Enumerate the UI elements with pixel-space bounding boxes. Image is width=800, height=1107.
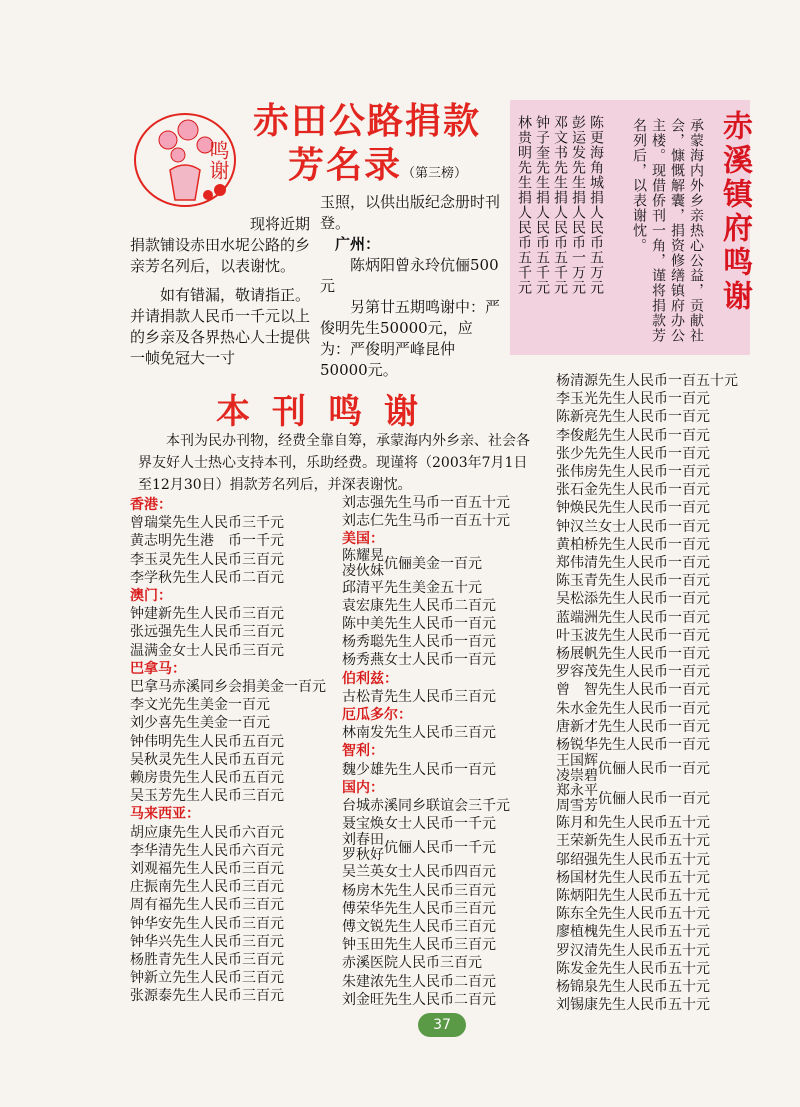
donor-row: 曾瑞棠先生人民币三千元: [130, 515, 284, 532]
region-heading: 香港：: [130, 497, 172, 513]
donor-row: 赖房贵先生人民币五百元: [130, 770, 284, 787]
couple-amount: 伉俪美金一百元: [384, 555, 482, 572]
benkan-intro: 本刊为民办刊物，经费全靠自筹，承蒙海内外乡亲、社会各界友好人士热心支持本刊，乐助经费。现谨将（2003年7月1日至12月30日）捐款芳名列后，并深表谢忱。: [138, 433, 530, 493]
region-heading: 马来西亚：: [130, 806, 200, 823]
donor-row: 曾 智先生人民币一百元: [556, 682, 710, 699]
donor-row: 陈新亮先生人民币一百元: [556, 409, 710, 426]
donor-row: 吴松添先生人民币一百元: [556, 591, 710, 608]
chitian-col1: [130, 214, 310, 369]
couple-name-2: 罗秋好: [342, 847, 384, 864]
donor-row: 陈东全先生人民币五十元: [556, 906, 710, 923]
donor-row: 杨胜青先生人民币三百元: [130, 952, 284, 969]
donor-row: 张伟房先生人民币一百元: [556, 464, 710, 481]
donor-row: 巴拿马赤溪同乡会捐美金一百元: [130, 679, 326, 696]
page-number: 37: [418, 1013, 466, 1037]
couple-name-1: 刘春田: [342, 832, 384, 849]
donor-row: 杨锦泉先生人民币五十元: [556, 979, 710, 996]
donor-row: 张远强先生人民币三百元: [130, 624, 284, 641]
donor-column-left: [130, 496, 330, 1006]
donor-row: 吴秋灵先生人民币五百元: [130, 751, 284, 768]
donor-row: 钟焕民先生人民币一百元: [556, 500, 710, 517]
chitian-title-line1: 赤田公路捐款: [253, 101, 482, 142]
donor-row: 赤溪医院人民币三百元: [342, 955, 482, 972]
donor-row: 傅荣华先生人民币三百元: [342, 900, 496, 917]
donor-row: 聂宝焕女士人民币一千元: [342, 816, 496, 833]
donor-row: 刘观福先生人民币三百元: [130, 861, 284, 878]
donor-row: 罗汉清先生人民币五十元: [556, 942, 710, 959]
donor-row: 李学秋先生人民币二百元: [130, 569, 284, 586]
donor-row: 朱水金先生人民币一百元: [556, 700, 710, 717]
couple-name-1: 郑永平: [556, 783, 598, 800]
donor-row: 温满金女士人民币三百元: [130, 642, 284, 659]
region-heading: 国内：: [342, 779, 384, 796]
donor-row: 吴玉芳先生人民币三百元: [130, 788, 284, 805]
donor-row: 黄柏桥先生人民币一百元: [556, 536, 710, 553]
donor-column-middle: [342, 494, 542, 1009]
region-heading: 澳门：: [130, 588, 172, 605]
donor-row: 邬绍强先生人民币五十元: [556, 851, 710, 868]
chitian-col2-para1: 玉照，以供出版纪念册时刊登。: [320, 193, 501, 232]
couple-names: [556, 784, 598, 814]
donor-row: 陈发金先生人民币五十元: [556, 960, 710, 977]
couple-name-1: 王国辉: [556, 753, 598, 770]
donor-row: 杨展帆先生人民币一百元: [556, 646, 710, 663]
chitian-title-line2: 芳名录: [288, 145, 403, 186]
donor-row: 刘金旺先生人民币二百元: [342, 991, 496, 1008]
flower-vase-logo: [130, 100, 250, 210]
couple-amount: 伉俪人民币一百元: [598, 761, 710, 778]
donor-row: 黄志明先生港 币一千元: [130, 533, 284, 550]
couple-name-1: 陈耀晃: [342, 547, 384, 564]
donor-row: 陈月和先生人民币五十元: [556, 815, 710, 832]
couple-name-2: 凌伙妹: [342, 562, 384, 579]
chixi-donors: [515, 115, 605, 350]
donor-row: 刘少喜先生美金一百元: [130, 715, 270, 732]
donor-row: 庄振南先生人民币三百元: [130, 879, 284, 896]
region-heading: 伯利兹：: [342, 670, 398, 687]
donor-couple-row: [556, 754, 756, 784]
donor-row: 李文光先生美金一百元: [130, 697, 270, 714]
donor-row: 郑伟清先生人民币一百元: [556, 555, 710, 572]
couple-names: [342, 549, 384, 579]
donor-row: 唐新才先生人民币一百元: [556, 718, 710, 735]
logo-text: 鸣谢: [206, 140, 230, 180]
donor-row: 陈玉青先生人民币一百元: [556, 573, 710, 590]
chixi-title: 赤溪镇府鸣谢: [717, 110, 752, 314]
chixi-donor: 彭运发先生捐人民币一万元: [570, 115, 586, 295]
donor-column-right: [556, 372, 756, 1015]
donor-row: 周有福先生人民币三百元: [130, 897, 284, 914]
donor-couple-row: [342, 833, 542, 863]
chixi-donor: 邓文书先生捐人民币五千元: [552, 115, 568, 295]
donor-row: 杨房木先生人民币三百元: [342, 882, 496, 899]
donor-row: 刘锡康先生人民币五十元: [556, 997, 710, 1014]
donor-row: 蓝端洲先生人民币一百元: [556, 609, 710, 626]
donor-row: 古松青先生人民币三百元: [342, 688, 496, 705]
donor-couple-row: [556, 784, 756, 814]
region-heading: 美国：: [342, 531, 384, 548]
donor-row: 钟华兴先生人民币三百元: [130, 933, 284, 950]
chitian-correction: 另第廿五期鸣谢中：严俊明先生50000元，应为：严俊明严峰昆仲50000元。: [320, 298, 501, 379]
donor-row: 李玉光先生人民币一百元: [556, 391, 710, 408]
donor-row: 钟伟明先生人民币五百元: [130, 733, 284, 750]
region-heading: 智利：: [342, 743, 384, 760]
donor-row: 傅文锐先生人民币三百元: [342, 919, 496, 936]
donor-row: 朱建浓先生人民币二百元: [342, 973, 496, 990]
donor-row: 李玉灵先生人民币三百元: [130, 551, 284, 568]
donor-row: 廖植槐先生人民币五十元: [556, 924, 710, 941]
chixi-intro: 承蒙海内外乡亲热心公益，贡献社会，慷慨解囊，捐资修缮镇府办公主楼。现借侨刊一角，谨将捐款芳名列后，以表谢忱。: [631, 118, 704, 343]
donor-row: 李俊彪先生人民币一百元: [556, 427, 710, 444]
donor-row: 张源泰先生人民币三百元: [130, 988, 284, 1005]
donor-row: 杨锐华先生人民币一百元: [556, 737, 710, 754]
couple-name-2: 凌崇碧: [556, 768, 598, 785]
chixi-donor: 钟子奎先生捐人民币五千元: [534, 115, 550, 295]
donor-row: 钟新立先生人民币三百元: [130, 970, 284, 987]
couple-amount: 伉俪人民币一千元: [384, 840, 496, 857]
donor-row: 李华清先生人民币六百元: [130, 842, 284, 859]
chitian-para1: 现将近期捐款铺设赤田水坭公路的乡亲芳名列后，以表谢忱。: [130, 215, 311, 275]
donor-row: 胡应康先生人民币六百元: [130, 824, 284, 841]
donor-row: 钟华安先生人民币三百元: [130, 915, 284, 932]
chitian-para2: 如有错漏，敬请指正。并请捐款人民币一千元以上的乡亲及各界热心人士提供一帧免冠大一寸: [130, 286, 311, 367]
donor-row: 刘志仁先生马币一百五十元: [342, 513, 510, 530]
chitian-col2: [320, 192, 500, 381]
chitian-title: [253, 100, 503, 196]
donor-row: 钟玉田先生人民币三百元: [342, 937, 496, 954]
chitian-guangzhou-donor: 陈炳阳曾永玲伉俪500元: [320, 256, 499, 295]
chixi-donor: 陈更海角城捐人民币五万元: [588, 115, 604, 295]
donor-row: 刘志强先生马币一百五十元: [342, 495, 510, 511]
donor-row: 张石金先生人民币一百元: [556, 482, 710, 499]
region-heading: 厄瓜多尔：: [342, 707, 412, 724]
couple-name-2: 周雪芳: [556, 798, 598, 815]
donor-row: 张少先先生人民币一百元: [556, 445, 710, 462]
donor-row: 林南发先生人民币三百元: [342, 725, 496, 742]
donor-row: 罗容茂先生人民币一百元: [556, 664, 710, 681]
region-heading: 巴拿马：: [130, 660, 186, 677]
donor-row: 邱清平先生美金五十元: [342, 579, 482, 596]
donor-row: 袁宏康先生人民币二百元: [342, 597, 496, 614]
donor-row: 魏少雄先生人民币一百元: [342, 761, 496, 778]
donor-row: 台城赤溪同乡联谊会三千元: [342, 798, 510, 815]
chitian-title-note: （第三榜）: [402, 166, 468, 181]
donor-row: 陈炳阳先生人民币五十元: [556, 888, 710, 905]
chitian-region-guangzhou: 广州：: [335, 235, 381, 253]
couple-names: [556, 754, 598, 784]
chixi-donor: 林贵明先生捐人民币五千元: [516, 115, 532, 295]
donor-row: 陈中美先生人民币一百元: [342, 616, 496, 633]
donor-row: 杨秀聪先生人民币一百元: [342, 634, 496, 651]
couple-amount: 伉俪人民币一百元: [598, 791, 710, 808]
donor-row: 杨清源先生人民币一百五十元: [556, 373, 738, 389]
donor-row: 杨秀燕女士人民币一百元: [342, 652, 496, 669]
donor-row: 叶玉波先生人民币一百元: [556, 627, 710, 644]
benkan-title: 本刊鸣谢: [216, 392, 440, 432]
donor-couple-row: [342, 549, 542, 579]
donor-row: 钟建新先生人民币三百元: [130, 606, 284, 623]
donor-row: 钟汉兰女士人民币一百元: [556, 518, 710, 535]
donor-row: 吴兰英女士人民币四百元: [342, 864, 496, 881]
couple-names: [342, 833, 384, 863]
donor-row: 杨国材先生人民币五十元: [556, 869, 710, 886]
donor-row: 王荣新先生人民币五十元: [556, 833, 710, 850]
